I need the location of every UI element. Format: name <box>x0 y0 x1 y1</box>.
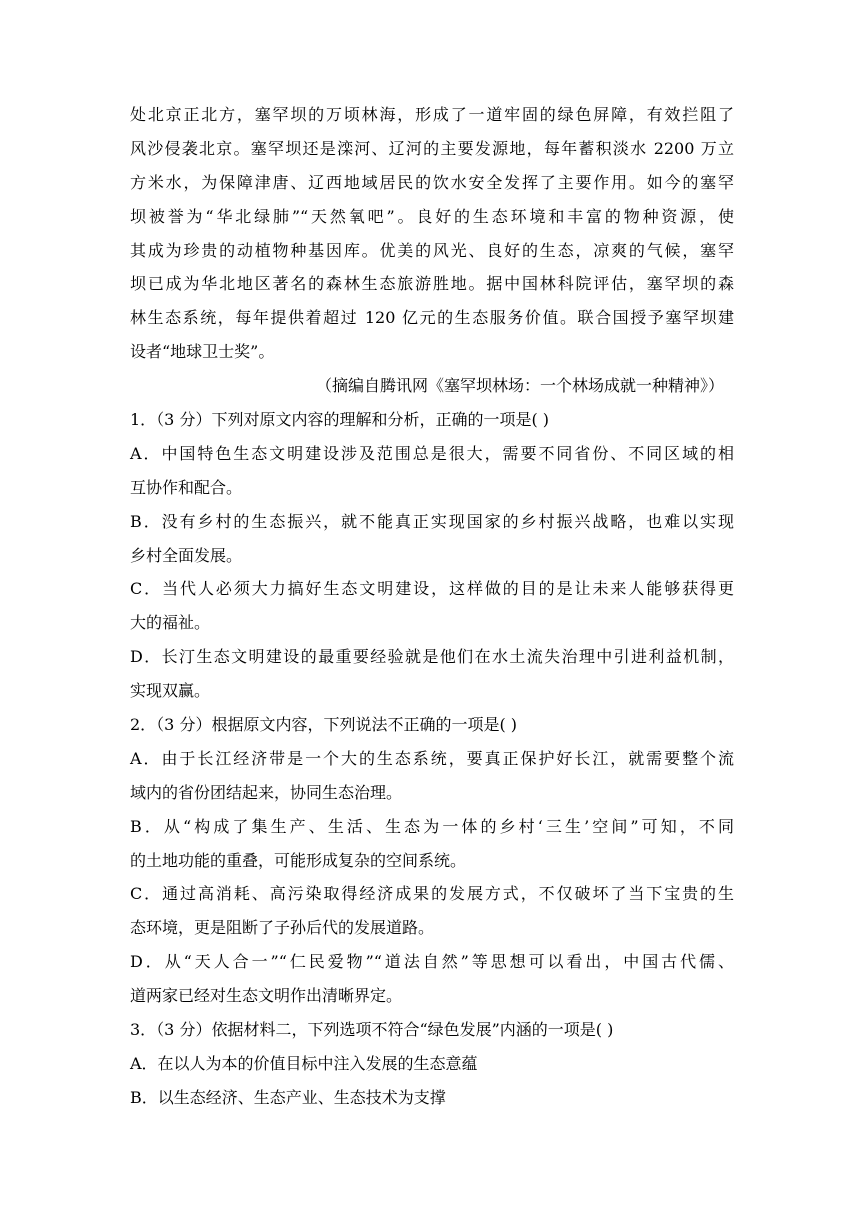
document-page <box>130 98 734 1115</box>
passage-line: 风沙侵袭北京。塞罕坝还是滦河、辽河的主要发源地，每年蓄积淡水 2200 万立 <box>130 138 734 158</box>
option-c-continued: 大的福祉。 <box>130 613 211 633</box>
option-d-continued: 道两家已经对生态文明作出清晰界定。 <box>130 986 403 1006</box>
option-b: B．从“构成了集生产、生活、生态为一体的乡村‘三生’空间”可知，不同 <box>130 816 734 836</box>
question-stem: 2．（3 分）根据原文内容，下列说法不正确的一项是( ) <box>130 715 518 735</box>
question-3 <box>130 1013 734 1115</box>
option-d-continued: 实现双赢。 <box>130 681 211 701</box>
passage-line: 坝被誉为“华北绿肺”“天然氧吧”。良好的生态环境和丰富的物种资源，使 <box>130 206 734 226</box>
option-c: C．通过高消耗、高污染取得经济成果的发展方式，不仅破坏了当下宝贵的生 <box>130 884 734 904</box>
option-a: A．中国特色生态文明建设涉及范围总是很大，需要不同省份、不同区域的相 <box>130 443 734 463</box>
passage-line: 设者“地球卫士奖”。 <box>130 342 275 362</box>
option-a-continued: 域内的省份团结起来，协同生态治理。 <box>130 782 403 802</box>
question-1 <box>130 403 734 708</box>
option-c-continued: 态环境，更是阻断了子孙后代的发展道路。 <box>130 918 435 938</box>
question-2 <box>130 708 734 1013</box>
passage-line: 坝已成为华北地区著名的森林生态旅游胜地。据中国林科院评估，塞罕坝的森 <box>130 274 734 294</box>
option-a: A．由于长江经济带是一个大的生态系统，要真正保护好长江，就需要整个流 <box>130 748 734 768</box>
option-a: A．在以人为本的价值目标中注入发展的生态意蕴 <box>130 1053 478 1073</box>
option-b-continued: 乡村全面发展。 <box>130 545 243 565</box>
passage-source: （摘编自腾讯网《塞罕坝林场：一个林场成就一种精神》） <box>315 376 724 396</box>
question-stem: 1．（3 分）下列对原文内容的理解和分析，正确的一项是( ) <box>130 410 550 430</box>
option-d: D．长汀生态文明建设的最重要经验就是他们在水土流失治理中引进利益机制， <box>130 647 734 667</box>
option-a-continued: 互协作和配合。 <box>130 477 243 497</box>
option-b-continued: 的土地功能的重叠，可能形成复杂的空间系统。 <box>130 850 467 870</box>
passage <box>130 98 734 403</box>
option-b: B．以生态经济、生态产业、生态技术为支撑 <box>130 1087 446 1107</box>
option-b: B．没有乡村的生态振兴，就不能真正实现国家的乡村振兴战略，也难以实现 <box>130 511 734 531</box>
option-c: C．当代人必须大力搞好生态文明建设，这样做的目的是让未来人能够获得更 <box>130 579 734 599</box>
passage-line: 其成为珍贵的动植物种基因库。优美的风光、良好的生态，凉爽的气候，塞罕 <box>130 240 734 260</box>
passage-line: 方米水，为保障津唐、辽西地域居民的饮水安全发挥了主要作用。如今的塞罕 <box>130 172 734 192</box>
option-d: D．从“天人合一”“仁民爱物”“道法自然”等思想可以看出，中国古代儒、 <box>130 952 734 972</box>
question-stem: 3．（3 分）依据材料二，下列选项不符合“绿色发展”内涵的一项是( ) <box>130 1020 614 1040</box>
passage-line: 处北京正北方，塞罕坝的万顷林海，形成了一道牢固的绿色屏障，有效拦阻了 <box>130 105 734 124</box>
passage-line: 林生态系统，每年提供着超过 120 亿元的生态服务价值。联合国授予塞罕坝建 <box>130 308 734 328</box>
